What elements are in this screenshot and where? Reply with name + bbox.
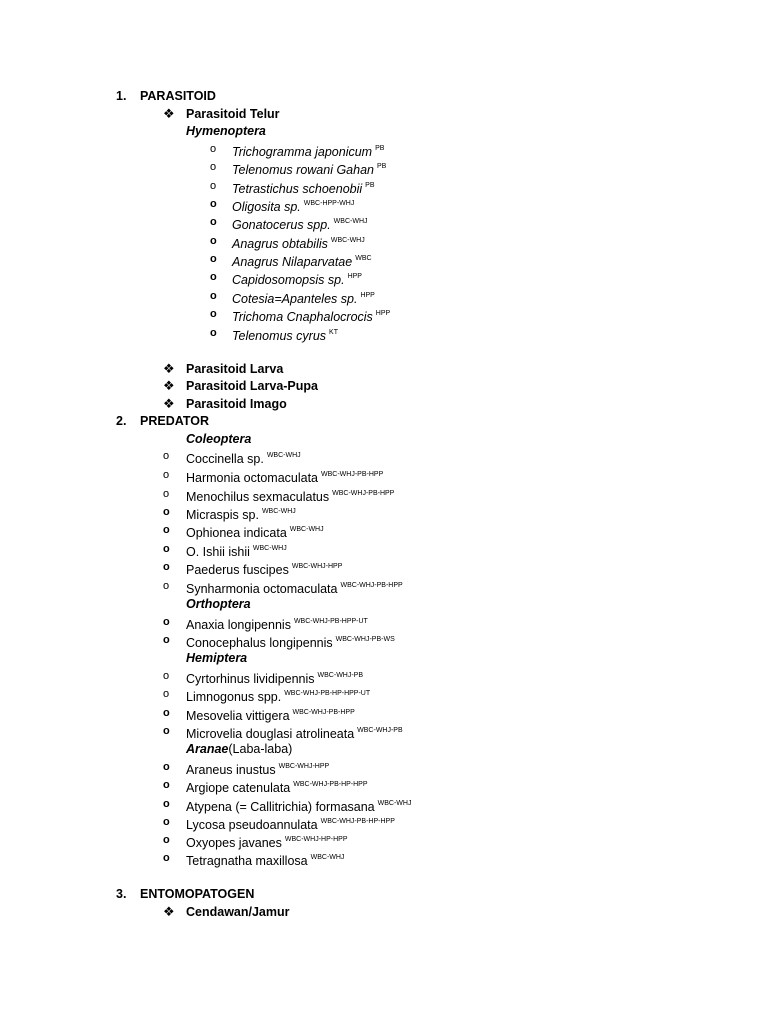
diamond-bullet-icon: ❖ (163, 396, 175, 411)
subgroup-title: Cendawan/Jamur (186, 905, 290, 919)
section-title: PARASITOID (140, 89, 216, 103)
bullet-icon: o (210, 308, 217, 320)
bullet-icon: o (210, 198, 217, 210)
species-item: Paederus fuscipes $^{WBC-WHJ-HPP}$ (186, 563, 343, 577)
species-item: Micraspis sp. $^{WBC-WHJ}$ (186, 508, 296, 522)
order-heading: Hemiptera (186, 651, 248, 665)
species-item: Oligosita sp. $^{WBC-HPP-WHJ}$ (232, 200, 355, 214)
bullet-icon: o (163, 834, 170, 846)
species-item: Tetragnatha maxillosa $^{WBC-WHJ}$ (186, 854, 345, 868)
diamond-bullet-icon: ❖ (163, 361, 175, 376)
section-number: 1. (116, 89, 127, 103)
diamond-bullet-icon: ❖ (163, 106, 175, 121)
subgroup-title: Parasitoid Larva-Pupa (186, 379, 318, 393)
species-item: Anaxia longipennis $^{WBC-WHJ-PB-HPP-UT}$ (186, 618, 368, 632)
species-item: Cyrtorhinus lividipennis $^{WBC-WHJ-PB}$ (186, 672, 364, 686)
bullet-icon: o (210, 290, 217, 302)
section-number: 3. (116, 887, 127, 901)
species-item: Telenomus cyrus $^{KT}$ (232, 329, 338, 343)
species-item: Anagrus obtabilis $^{WBC-WHJ}$ (232, 237, 365, 251)
bullet-icon: o (210, 327, 217, 339)
species-item: Harmonia octomaculata $^{WBC-WHJ-PB-HPP}$ (186, 471, 384, 485)
species-item: O. Ishii ishii $^{WBC-WHJ}$ (186, 545, 287, 559)
species-item: Coccinella sp. $^{WBC-WHJ}$ (186, 452, 301, 466)
hollow-bullet-icon: o (210, 143, 217, 155)
hollow-bullet-icon: o (163, 450, 170, 462)
bullet-icon: o (163, 725, 170, 737)
diamond-bullet-icon: ❖ (163, 378, 175, 393)
species-item: Ophionea indicata $^{WBC-WHJ}$ (186, 526, 324, 540)
order-heading: Hymenoptera (186, 124, 266, 138)
species-item: Tetrastichus schoenobii $^{PB}$ (232, 182, 375, 196)
subgroup-title: Parasitoid Imago (186, 397, 287, 411)
hollow-bullet-icon: o (163, 580, 170, 592)
subgroup-title: Parasitoid Telur (186, 107, 280, 121)
hollow-bullet-icon: o (210, 180, 217, 192)
order-heading: Coleoptera (186, 432, 252, 446)
section-number: 2. (116, 414, 127, 428)
diamond-bullet-icon: ❖ (163, 904, 175, 919)
hollow-bullet-icon: o (163, 488, 170, 500)
bullet-icon: o (210, 235, 217, 247)
bullet-icon: o (163, 707, 170, 719)
species-item: Conocephalus longipennis $^{WBC-WHJ-PB-WS}$ (186, 636, 395, 650)
species-item: Anagrus Nilaparvatae $^{WBC}$ (232, 255, 372, 269)
subgroup-title: Parasitoid Larva (186, 362, 284, 376)
bullet-icon: o (210, 216, 217, 228)
species-item: Atypena (= Callitrichia) formasana $^{WBC-WHJ}$ (186, 800, 412, 814)
species-item: Trichogramma japonicum $^{PB}$ (232, 145, 385, 159)
bullet-icon: o (163, 761, 170, 773)
species-item: Limnogonus spp. $^{WBC-WHJ-PB-HP-HPP-UT}$ (186, 690, 371, 704)
bullet-icon: o (163, 852, 170, 864)
species-item: Cotesia=Apanteles sp. $^{HPP}$ (232, 292, 375, 306)
species-item: Lycosa pseudoannulata $^{WBC-WHJ-PB-HP-HPP}$ (186, 818, 395, 832)
species-item: Menochilus sexmaculatus $^{WBC-WHJ-PB-HPP}$ (186, 490, 395, 504)
species-item: Capidosomopsis sp. $^{HPP}$ (232, 273, 362, 287)
species-item: Gonatocerus spp. $^{WBC-WHJ}$ (232, 218, 368, 232)
hollow-bullet-icon: o (163, 688, 170, 700)
hollow-bullet-icon: o (163, 469, 170, 481)
bullet-icon: o (163, 543, 170, 555)
bullet-icon: o (163, 561, 170, 573)
species-item: Microvelia douglasi atrolineata $^{WBC-WHJ-PB}$ (186, 727, 403, 741)
species-item: Oxyopes javanes $^{WBC-WHJ-HP-HPP}$ (186, 836, 348, 850)
bullet-icon: o (163, 816, 170, 828)
species-item: Synharmonia octomaculata $^{WBC-WHJ-PB-HPP}$ (186, 582, 403, 596)
section-title: PREDATOR (140, 414, 209, 428)
bullet-icon: o (163, 506, 170, 518)
bullet-icon: o (163, 616, 170, 628)
order-heading: Aranae(Laba-laba) (186, 742, 293, 756)
species-item: Mesovelia vittigera $^{WBC-WHJ-PB-HPP}$ (186, 709, 355, 723)
hollow-bullet-icon: o (210, 161, 217, 173)
species-item: Argiope catenulata $^{WBC-WHJ-PB-HP-HPP}$ (186, 781, 368, 795)
bullet-icon: o (163, 798, 170, 810)
bullet-icon: o (210, 271, 217, 283)
bullet-icon: o (163, 634, 170, 646)
order-heading: Orthoptera (186, 597, 251, 611)
bullet-icon: o (210, 253, 217, 265)
bullet-icon: o (163, 524, 170, 536)
bullet-icon: o (163, 779, 170, 791)
species-item: Trichoma Cnaphalocrocis $^{HPP}$ (232, 310, 391, 324)
species-item: Telenomus rowani Gahan $^{PB}$ (232, 163, 387, 177)
species-item: Araneus inustus $^{WBC-WHJ-HPP}$ (186, 763, 330, 777)
hollow-bullet-icon: o (163, 670, 170, 682)
section-title: ENTOMOPATOGEN (140, 887, 255, 901)
